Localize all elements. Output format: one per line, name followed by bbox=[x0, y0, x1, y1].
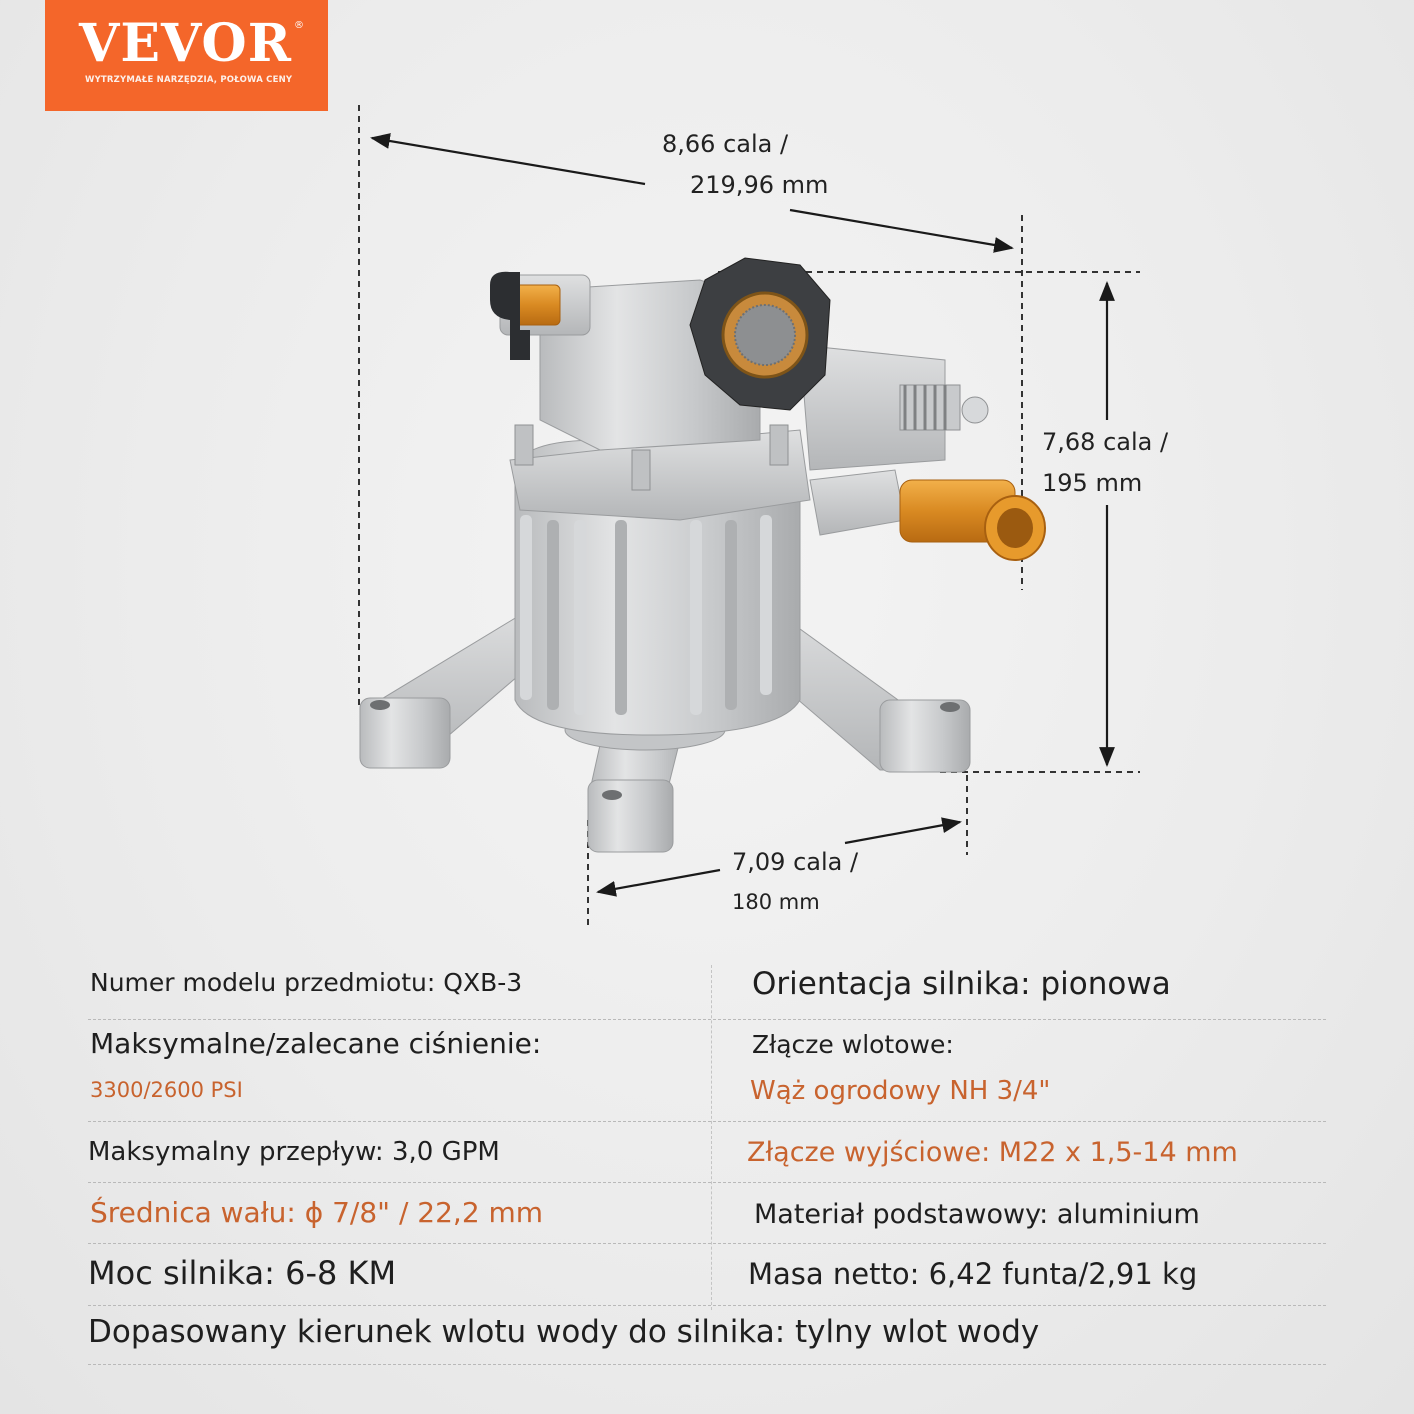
spec-water-inlet: Dopasowany kierunek wlotu wody do silnika: tylny wlot wody bbox=[88, 1314, 1040, 1350]
row-divider bbox=[88, 1243, 1326, 1244]
spec-inlet-label: Złącze wlotowe: bbox=[752, 1030, 954, 1059]
spec-orientation: Orientacja silnika: pionowa bbox=[752, 966, 1171, 1002]
spec-model: Numer modelu przedmiotu: QXB-3 bbox=[90, 968, 523, 997]
spec-inlet-value: Wąż ogrodowy NH 3/4" bbox=[750, 1076, 1051, 1106]
spec-flow: Maksymalny przepływ: 3,0 GPM bbox=[88, 1137, 500, 1167]
row-divider bbox=[88, 1364, 1326, 1365]
spec-material: Materiał podstawowy: aluminium bbox=[754, 1199, 1200, 1230]
row-divider bbox=[88, 1121, 1326, 1122]
depth-mm-label: 180 mm bbox=[732, 890, 820, 914]
height-inches-label: 7,68 cala / bbox=[1042, 428, 1169, 456]
row-divider bbox=[88, 1305, 1326, 1306]
width-inches-label: 8,66 cala / bbox=[662, 130, 789, 158]
column-divider bbox=[711, 965, 712, 1310]
row-divider bbox=[88, 1182, 1326, 1183]
registered-mark: ® bbox=[294, 20, 304, 31]
depth-inches-label: 7,09 cala / bbox=[732, 848, 859, 876]
spec-power: Moc silnika: 6-8 KM bbox=[88, 1254, 397, 1292]
pump-illustration bbox=[360, 258, 1045, 852]
spec-pressure-value: 3300/2600 PSI bbox=[90, 1078, 243, 1102]
spec-outlet: Złącze wyjściowe: M22 x 1,5-14 mm bbox=[747, 1137, 1238, 1168]
spec-shaft: Średnica wału: ϕ 7/8" / 22,2 mm bbox=[90, 1196, 544, 1229]
width-mm-label: 219,96 mm bbox=[690, 171, 829, 199]
logo-wordmark: VEVOR bbox=[79, 13, 292, 74]
spec-pressure-label: Maksymalne/zalecane ciśnienie: bbox=[90, 1027, 542, 1060]
spec-weight: Masa netto: 6,42 funta/2,91 kg bbox=[748, 1257, 1198, 1291]
row-divider bbox=[88, 1019, 1326, 1020]
height-mm-label: 195 mm bbox=[1042, 469, 1143, 497]
logo-tagline: WYTRZYMAŁE NARZĘDZIA, POŁOWA CENY bbox=[85, 75, 293, 85]
